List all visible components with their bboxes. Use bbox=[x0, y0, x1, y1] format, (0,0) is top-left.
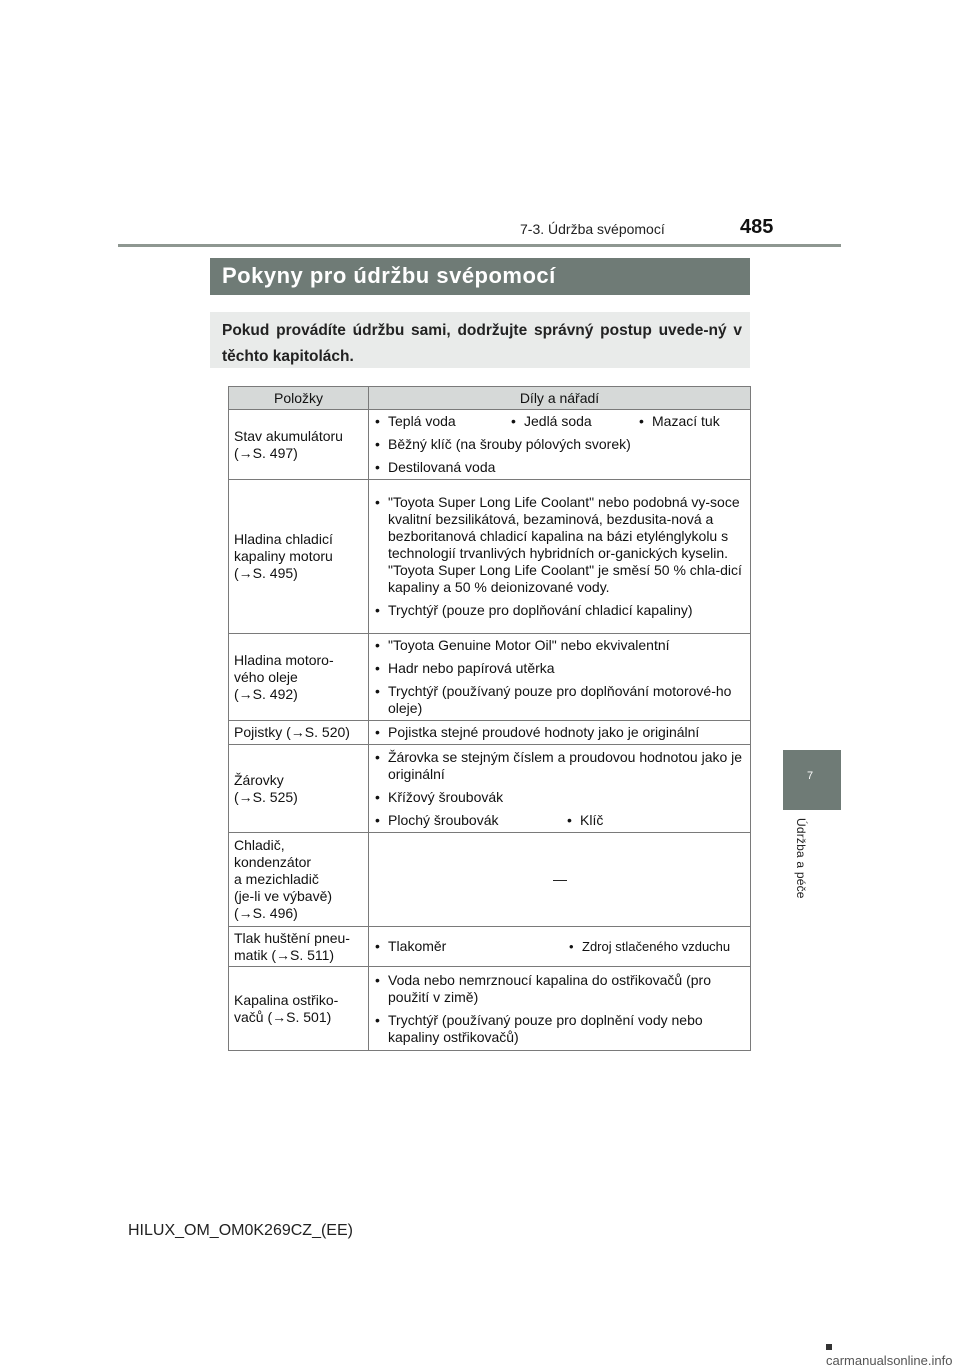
parts-cell bbox=[369, 634, 751, 721]
parts-cell bbox=[369, 480, 751, 634]
list-item: • Trychtýř (pouze pro doplňování chladicí kapaliny) bbox=[374, 602, 746, 619]
parts-cell bbox=[369, 967, 751, 1051]
inline-bullet-row bbox=[374, 812, 746, 829]
inline-bullet-row bbox=[374, 413, 746, 430]
item-line: vého oleje bbox=[234, 668, 298, 685]
list-item: • Hadr nebo papírová utěrka bbox=[374, 660, 746, 677]
item-line: Stav akumulátoru bbox=[234, 427, 343, 444]
item-cell bbox=[229, 833, 369, 927]
table-row bbox=[229, 480, 751, 634]
table-row bbox=[229, 967, 751, 1051]
item-cell bbox=[229, 634, 369, 721]
list-item: • Pojistka stejné proudové hodnoty jako je originální bbox=[374, 724, 746, 741]
table-row bbox=[229, 410, 751, 480]
item-line: vačů (→S. 501) bbox=[234, 1008, 332, 1025]
item-cell bbox=[229, 745, 369, 833]
header-divider bbox=[118, 244, 841, 247]
list-item: • Trychtýř (používaný pouze pro doplnění vody nebo kapaliny ostřikovačů) bbox=[374, 1012, 746, 1046]
list-item: • Tlakoměr bbox=[374, 938, 568, 955]
section-title-bar bbox=[210, 258, 750, 295]
list-item: • Běžný klíč (na šrouby pólových svorek) bbox=[374, 436, 746, 453]
bullet-list bbox=[374, 436, 746, 476]
item-line: (→S. 497) bbox=[234, 444, 298, 461]
section-title: Pokyny pro údržbu svépomocí bbox=[222, 263, 556, 288]
table-header-row bbox=[229, 387, 751, 410]
list-item: • "Toyota Genuine Motor Oil" nebo ekvivalentní bbox=[374, 637, 746, 654]
parts-cell bbox=[369, 410, 751, 480]
list-item: • Destilovaná voda bbox=[374, 459, 746, 476]
table-row bbox=[229, 745, 751, 833]
list-item: • Žárovka se stejným číslem a proudovou hodnotou jako je originální bbox=[374, 749, 746, 783]
item-line: Tlak huštění pneu- bbox=[234, 929, 350, 946]
list-item: • Plochý šroubovák bbox=[374, 812, 566, 829]
item-line: Kapalina ostřiko- bbox=[234, 991, 339, 1008]
intro-box bbox=[210, 312, 750, 368]
table-row bbox=[229, 634, 751, 721]
list-item: • Jedlá soda bbox=[510, 413, 638, 430]
table-row bbox=[229, 721, 751, 745]
list-item-text: "Toyota Super Long Life Coolant" je směsí 50 % chla-dicí kapaliny a 50 % deionizované vody. bbox=[388, 562, 742, 595]
item-line: (je-li ve výbavě) bbox=[234, 888, 333, 904]
item-line: (→S. 495) bbox=[234, 565, 298, 581]
list-item: • Klíč bbox=[566, 812, 603, 829]
watermark-text: carmanualsonline.info bbox=[826, 1353, 953, 1368]
item-cell bbox=[229, 927, 369, 967]
watermark-logo-icon bbox=[826, 1344, 832, 1350]
item-cell bbox=[229, 967, 369, 1051]
chapter-tab bbox=[783, 750, 841, 810]
page-number: 485 bbox=[740, 216, 774, 238]
list-item: • Trychtýř (používaný pouze pro doplňování motorové-ho oleje) bbox=[374, 683, 746, 717]
bullet-list bbox=[374, 637, 746, 717]
item-cell bbox=[229, 480, 369, 634]
item-line: matik (→S. 511) bbox=[234, 946, 335, 963]
item-line: kapaliny motoru bbox=[234, 548, 333, 564]
item-line: Žárovky bbox=[234, 771, 284, 788]
item-line: Hladina chladicí bbox=[234, 531, 333, 547]
list-item bbox=[374, 494, 746, 596]
item-line: (→S. 496) bbox=[234, 905, 298, 921]
list-item-text: "Toyota Super Long Life Coolant" nebo podobná vy-soce kvalitní bezsilikátová, bezaminová, bezdusita-nová a bezboritanová chladicí kapalina na bázi etylénglykolu s technologií trvanlivých hybridních or-ganických kyselin. bbox=[388, 494, 740, 561]
item-line: (→S. 492) bbox=[234, 685, 298, 702]
chapter-title-vertical: Údržba a péče bbox=[794, 818, 808, 899]
inline-bullet-row bbox=[374, 938, 746, 955]
parts-cell bbox=[369, 745, 751, 833]
list-item: • Křížový šroubovák bbox=[374, 789, 746, 806]
watermark bbox=[826, 1338, 960, 1368]
item-cell: Pojistky (→S. 520) bbox=[229, 721, 369, 745]
list-item: • Voda nebo nemrznoucí kapalina do ostřikovačů (pro použití v zimě) bbox=[374, 972, 746, 1006]
maintenance-table bbox=[228, 386, 751, 1051]
table-row bbox=[229, 833, 751, 927]
bullet-list bbox=[374, 749, 746, 806]
bullet-list bbox=[374, 494, 746, 619]
parts-cell bbox=[369, 721, 751, 745]
parts-cell-empty: — bbox=[369, 833, 751, 927]
header-items: Položky bbox=[229, 387, 369, 410]
bullet-list bbox=[374, 724, 746, 741]
item-cell bbox=[229, 410, 369, 480]
item-line: Hladina motoro- bbox=[234, 651, 334, 668]
table-row bbox=[229, 927, 751, 967]
document-id: HILUX_OM_OM0K269CZ_(EE) bbox=[128, 1222, 353, 1239]
list-item: • Mazací tuk bbox=[638, 413, 720, 430]
item-line: kondenzátor bbox=[234, 854, 312, 870]
bullet-list bbox=[374, 972, 746, 1046]
item-line: Chladič, bbox=[234, 837, 285, 853]
list-item: • Teplá voda bbox=[374, 413, 510, 430]
parts-cell bbox=[369, 927, 751, 967]
item-line: a mezichladič bbox=[234, 871, 319, 887]
chapter-number: 7 bbox=[807, 770, 814, 782]
item-line: (→S. 525) bbox=[234, 788, 298, 805]
list-item: • Zdroj stlačeného vzduchu bbox=[568, 938, 730, 955]
header-section-title: 7-3. Údržba svépomocí bbox=[520, 221, 665, 237]
header-parts-tools: Díly a nářadí bbox=[369, 387, 751, 410]
intro-text: Pokud provádíte údržbu sami, dodržujte správný postup uvede-ný v těchto kapitolách. bbox=[222, 322, 742, 365]
